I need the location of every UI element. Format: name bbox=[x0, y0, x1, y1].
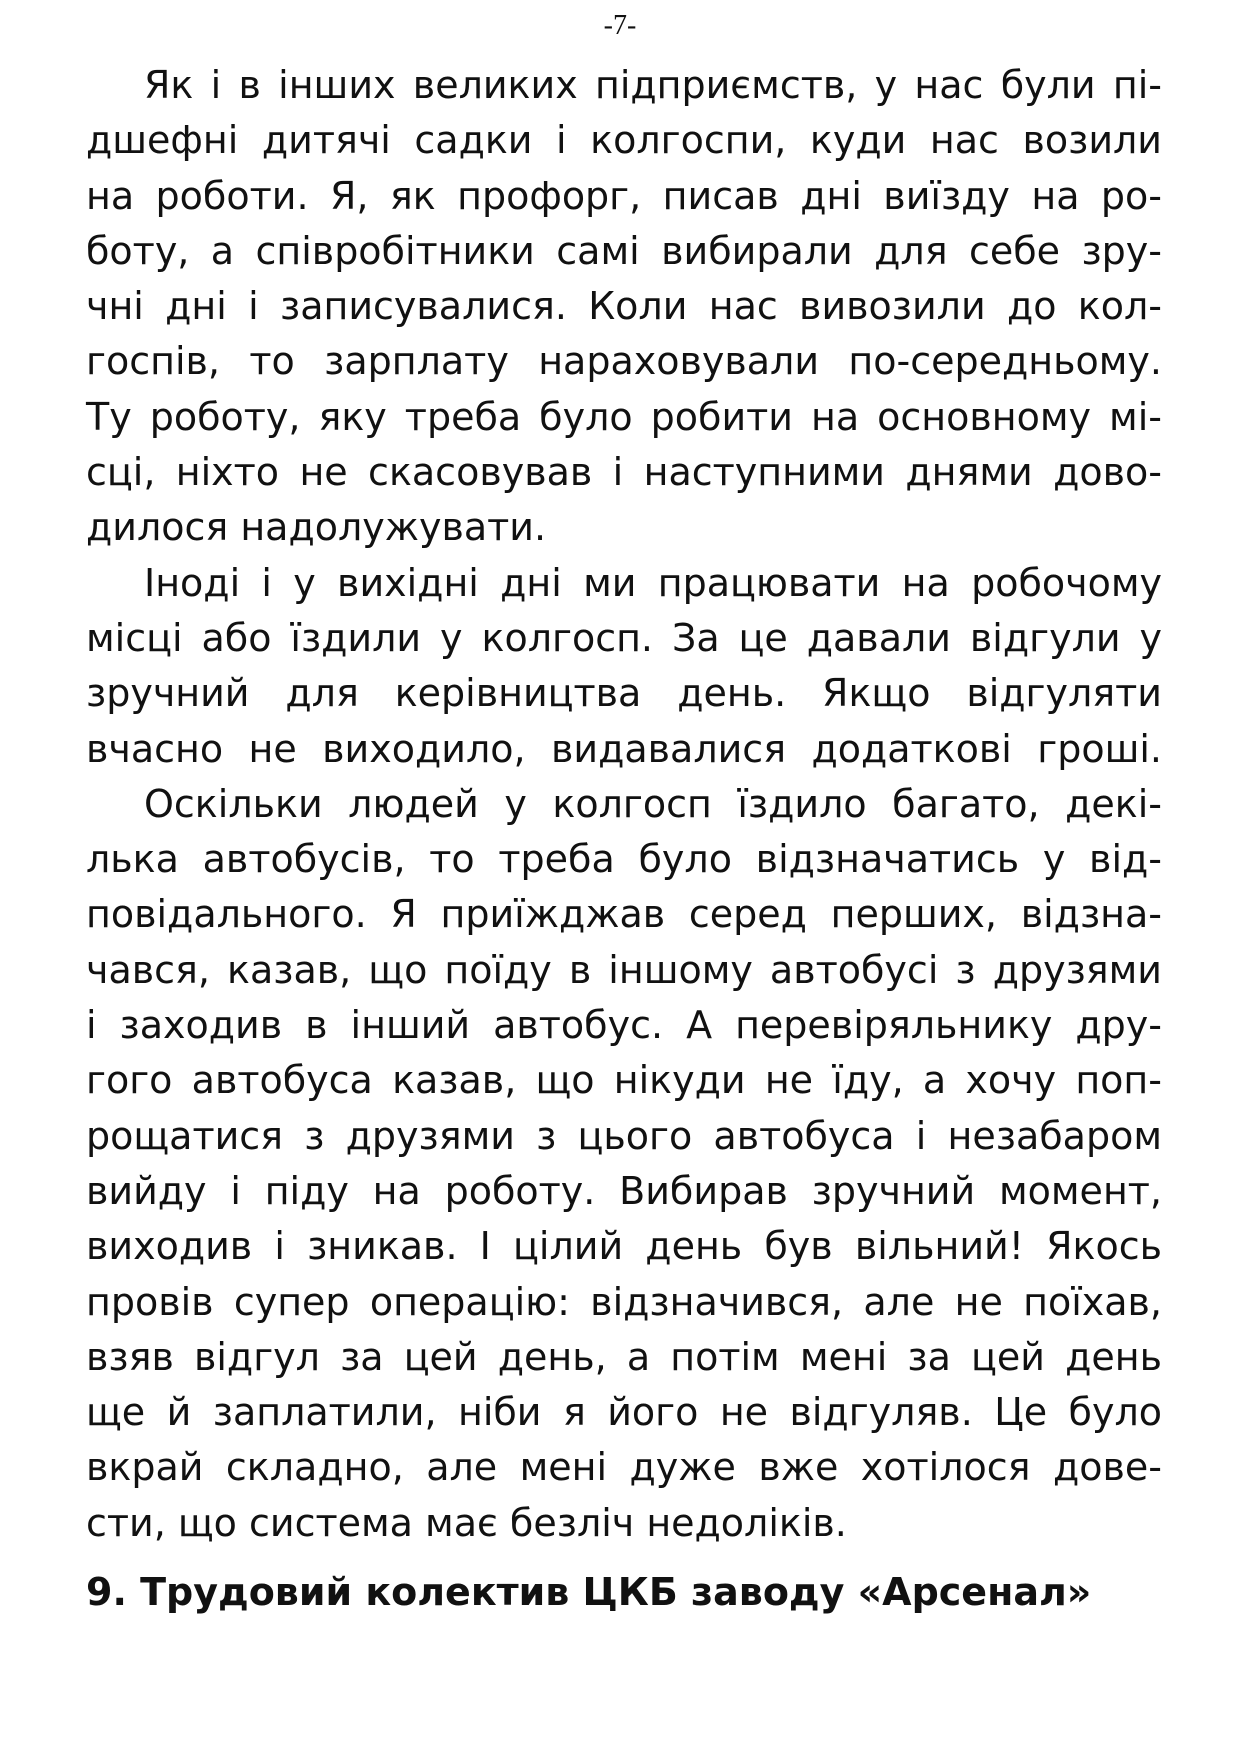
text-line: вкрай складно, але мені дуже вже хотілося дове- bbox=[86, 1445, 1162, 1490]
text-line: Оскільки людей у колгосп їздило багато, декі- bbox=[144, 781, 1162, 826]
page-number: -7- bbox=[603, 10, 637, 41]
paragraph bbox=[86, 556, 1162, 777]
text-line: Іноді і у вихідні дні ми працювати на робочому bbox=[144, 560, 1162, 605]
text-line: Ту роботу, яку треба було робити на основному мі- bbox=[86, 394, 1162, 439]
text-line: лька автобусів, то треба було відзначатись у від- bbox=[86, 837, 1162, 882]
text-line: на роботи. Я, як профорг, писав дні виїзду на ро- bbox=[86, 173, 1162, 218]
text-line: місці або їздили у колгосп. За це давали відгули у bbox=[86, 615, 1162, 660]
text-line: сці, ніхто не скасовував і наступними днями дово- bbox=[86, 450, 1162, 495]
text-line: дилося надолужувати. bbox=[86, 505, 547, 550]
text-line: чався, казав, що поїду в іншому автобусі з друзями bbox=[86, 947, 1162, 992]
text-line: ще й заплатили, ніби я його не відгуляв. Це було bbox=[86, 1390, 1162, 1435]
text-line: чні дні і записувалися. Коли нас вивозили до кол- bbox=[86, 284, 1162, 329]
text-line: зручний для керівництва день. Якщо відгуляти bbox=[86, 671, 1162, 716]
paragraph bbox=[86, 777, 1162, 1551]
text-line: повідального. Я приїжджав серед перших, відзна- bbox=[86, 892, 1162, 937]
text-line: виходив і зникав. І цілий день був вільний! Якось bbox=[86, 1224, 1162, 1269]
section-heading: 9. Трудовий колектив ЦКБ заводу «Арсенал» bbox=[86, 1570, 1092, 1615]
text-line: сти, що система має безліч недоліків. bbox=[86, 1500, 847, 1545]
text-line: госпів, то зарплату нараховували по-середньому. bbox=[86, 339, 1162, 384]
text-line: вчасно не виходило, видавалися додаткові гроші. bbox=[86, 726, 1162, 771]
text-line: дшефні дитячі садки і колгоспи, куди нас возили bbox=[86, 118, 1162, 163]
text-line: Як і в інших великих підприємств, у нас були пі- bbox=[144, 63, 1162, 107]
text-line: і заходив в інший автобус. А перевіряльнику дру- bbox=[86, 1003, 1162, 1048]
page-body bbox=[86, 58, 1162, 1620]
text-line: провів супер операцію: відзначився, але не поїхав, bbox=[86, 1279, 1162, 1324]
text-line: взяв відгул за цей день, а потім мені за цей день bbox=[86, 1334, 1162, 1379]
text-line: гого автобуса казав, що нікуди не їду, а хочу поп- bbox=[86, 1058, 1162, 1103]
paragraph bbox=[86, 58, 1162, 556]
text-line: вийду і піду на роботу. Вибирав зручний момент, bbox=[86, 1168, 1162, 1213]
text-line: боту, а співробітники самі вибирали для себе зру- bbox=[86, 228, 1162, 273]
text-line: рощатися з друзями з цього автобуса і незабаром bbox=[86, 1113, 1162, 1158]
